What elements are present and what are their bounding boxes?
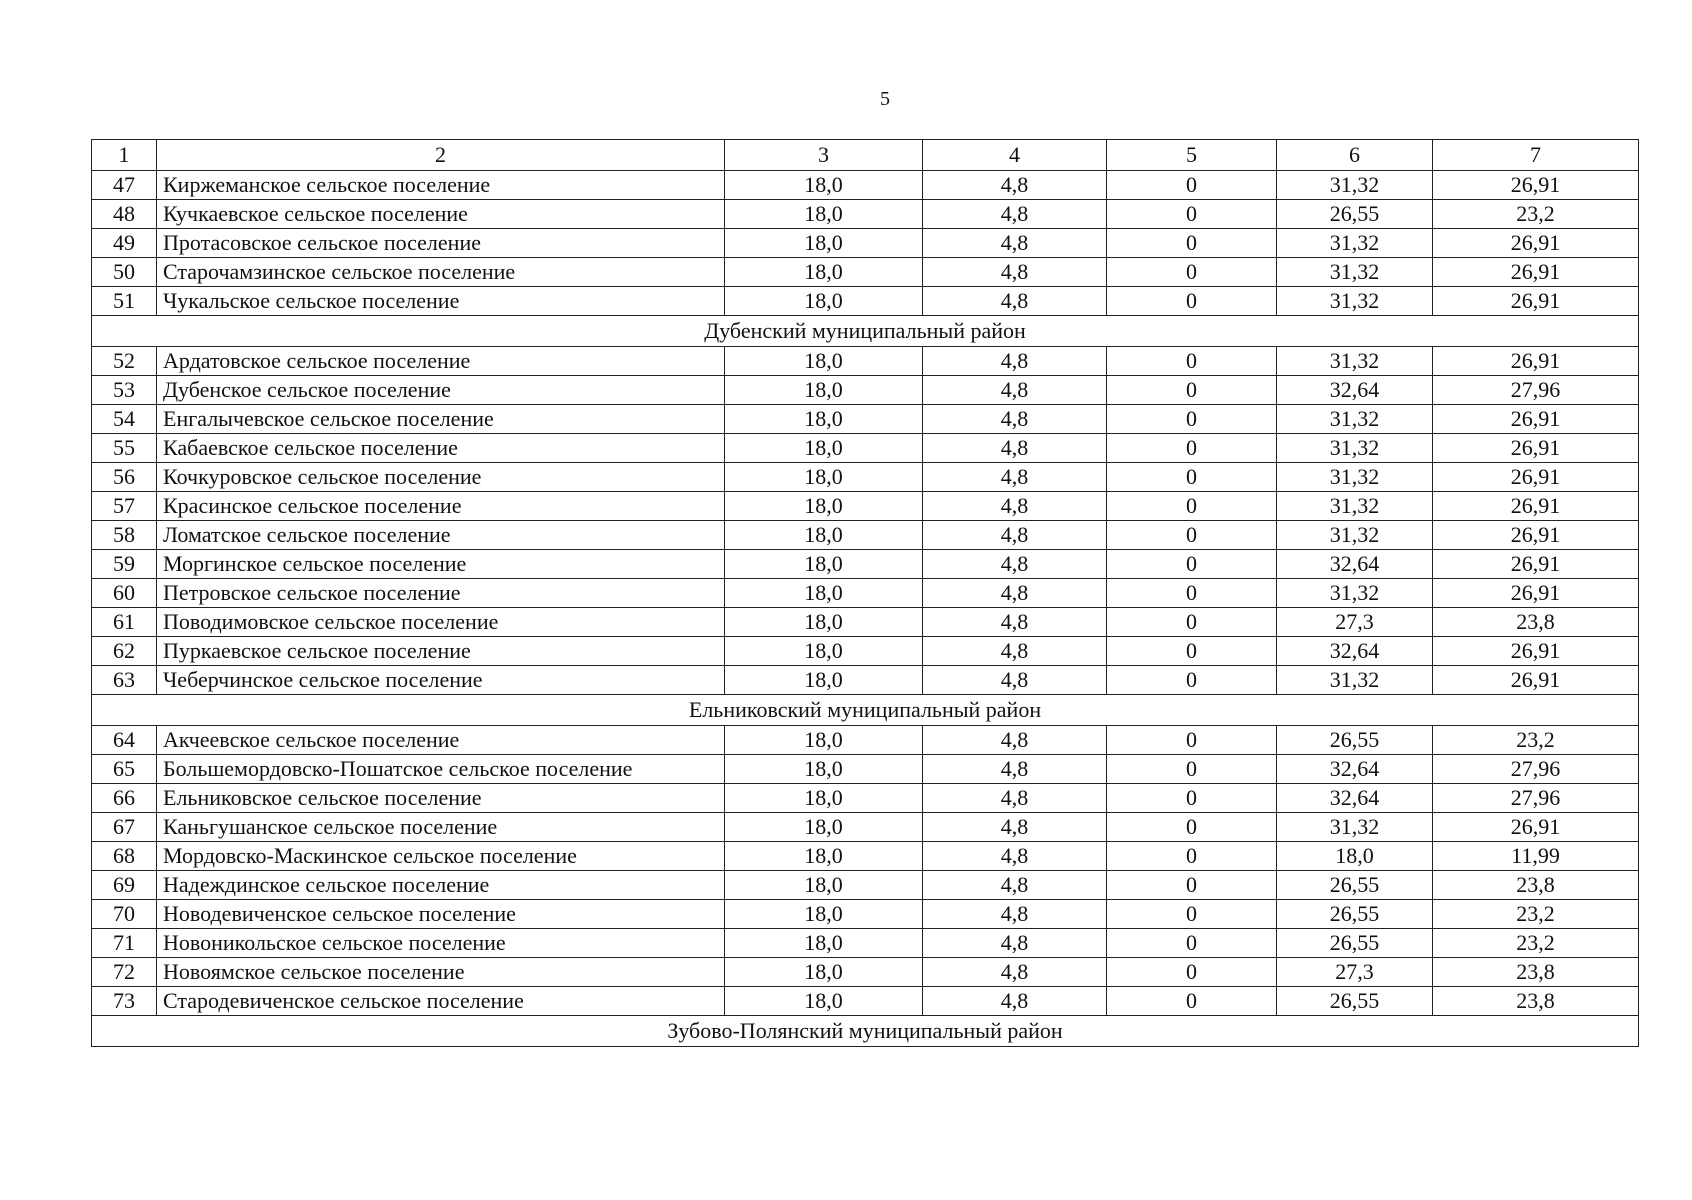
value-col-7: 26,91: [1433, 579, 1639, 608]
column-header: 3: [725, 140, 923, 171]
value-col-6: 31,32: [1277, 492, 1433, 521]
column-header: 4: [923, 140, 1107, 171]
table-row: [92, 492, 1639, 521]
table-row: [92, 666, 1639, 695]
settlement-name: Протасовское сельское поселение: [157, 229, 725, 258]
value-col-7: 11,99: [1433, 842, 1639, 871]
table-row: [92, 726, 1639, 755]
district-section-title: Дубенский муниципальный район: [92, 316, 1639, 347]
settlement-name: Большемордовско-Пошатское сельское поселение: [157, 755, 725, 784]
value-col-7: 23,8: [1433, 608, 1639, 637]
value-col-3: 18,0: [725, 200, 923, 229]
value-col-6: 31,32: [1277, 521, 1433, 550]
value-col-6: 32,64: [1277, 784, 1433, 813]
value-col-4: 4,8: [923, 287, 1107, 316]
value-col-5: 0: [1107, 784, 1277, 813]
value-col-3: 18,0: [725, 929, 923, 958]
table-row: [92, 871, 1639, 900]
settlements-table: [91, 139, 1639, 1047]
value-col-6: 31,32: [1277, 579, 1433, 608]
value-col-6: 26,55: [1277, 871, 1433, 900]
value-col-3: 18,0: [725, 842, 923, 871]
value-col-3: 18,0: [725, 463, 923, 492]
table-row: [92, 258, 1639, 287]
value-col-4: 4,8: [923, 900, 1107, 929]
row-number: 63: [92, 666, 157, 695]
district-section-row: [92, 695, 1639, 726]
value-col-6: 31,32: [1277, 405, 1433, 434]
value-col-7: 26,91: [1433, 171, 1639, 200]
table-row: [92, 376, 1639, 405]
value-col-7: 23,2: [1433, 929, 1639, 958]
value-col-5: 0: [1107, 492, 1277, 521]
table-row: [92, 755, 1639, 784]
value-col-5: 0: [1107, 726, 1277, 755]
row-number: 54: [92, 405, 157, 434]
value-col-4: 4,8: [923, 347, 1107, 376]
value-col-3: 18,0: [725, 900, 923, 929]
settlement-name: Дубенское сельское поселение: [157, 376, 725, 405]
settlement-name: Кабаевское сельское поселение: [157, 434, 725, 463]
value-col-4: 4,8: [923, 637, 1107, 666]
table-row: [92, 958, 1639, 987]
value-col-4: 4,8: [923, 463, 1107, 492]
value-col-6: 26,55: [1277, 987, 1433, 1016]
value-col-6: 27,3: [1277, 608, 1433, 637]
value-col-7: 23,8: [1433, 958, 1639, 987]
value-col-4: 4,8: [923, 434, 1107, 463]
row-number: 73: [92, 987, 157, 1016]
value-col-6: 31,32: [1277, 813, 1433, 842]
value-col-3: 18,0: [725, 376, 923, 405]
value-col-5: 0: [1107, 521, 1277, 550]
column-header: 5: [1107, 140, 1277, 171]
value-col-7: 26,91: [1433, 813, 1639, 842]
value-col-7: 23,2: [1433, 200, 1639, 229]
settlement-name: Ломатское сельское поселение: [157, 521, 725, 550]
row-number: 51: [92, 287, 157, 316]
value-col-3: 18,0: [725, 784, 923, 813]
value-col-3: 18,0: [725, 987, 923, 1016]
settlement-name: Каньгушанское сельское поселение: [157, 813, 725, 842]
table-row: [92, 550, 1639, 579]
table-row: [92, 637, 1639, 666]
value-col-5: 0: [1107, 958, 1277, 987]
value-col-3: 18,0: [725, 608, 923, 637]
value-col-5: 0: [1107, 258, 1277, 287]
value-col-4: 4,8: [923, 376, 1107, 405]
settlement-name: Мордовско-Маскинское сельское поселение: [157, 842, 725, 871]
value-col-4: 4,8: [923, 987, 1107, 1016]
value-col-4: 4,8: [923, 550, 1107, 579]
value-col-7: 23,8: [1433, 871, 1639, 900]
value-col-5: 0: [1107, 608, 1277, 637]
row-number: 67: [92, 813, 157, 842]
row-number: 48: [92, 200, 157, 229]
table-row: [92, 784, 1639, 813]
value-col-7: 26,91: [1433, 347, 1639, 376]
value-col-5: 0: [1107, 550, 1277, 579]
row-number: 49: [92, 229, 157, 258]
value-col-7: 27,96: [1433, 784, 1639, 813]
row-number: 66: [92, 784, 157, 813]
value-col-5: 0: [1107, 842, 1277, 871]
value-col-4: 4,8: [923, 521, 1107, 550]
value-col-3: 18,0: [725, 579, 923, 608]
value-col-7: 26,91: [1433, 463, 1639, 492]
value-col-3: 18,0: [725, 229, 923, 258]
value-col-6: 26,55: [1277, 900, 1433, 929]
settlement-name: Новодевиченское сельское поселение: [157, 900, 725, 929]
value-col-5: 0: [1107, 637, 1277, 666]
column-header: 6: [1277, 140, 1433, 171]
value-col-7: 23,2: [1433, 726, 1639, 755]
column-header: 7: [1433, 140, 1639, 171]
value-col-6: 27,3: [1277, 958, 1433, 987]
row-number: 52: [92, 347, 157, 376]
table-row: [92, 900, 1639, 929]
value-col-6: 31,32: [1277, 171, 1433, 200]
row-number: 64: [92, 726, 157, 755]
settlement-name: Акчеевское сельское поселение: [157, 726, 725, 755]
row-number: 72: [92, 958, 157, 987]
settlement-name: Новоникольское сельское поселение: [157, 929, 725, 958]
value-col-3: 18,0: [725, 755, 923, 784]
settlement-name: Енгалычевское сельское поселение: [157, 405, 725, 434]
value-col-4: 4,8: [923, 958, 1107, 987]
value-col-7: 27,96: [1433, 755, 1639, 784]
settlement-name: Чеберчинское сельское поселение: [157, 666, 725, 695]
value-col-5: 0: [1107, 376, 1277, 405]
value-col-6: 31,32: [1277, 229, 1433, 258]
value-col-5: 0: [1107, 900, 1277, 929]
value-col-6: 31,32: [1277, 287, 1433, 316]
value-col-4: 4,8: [923, 258, 1107, 287]
value-col-4: 4,8: [923, 871, 1107, 900]
row-number: 50: [92, 258, 157, 287]
settlement-name: Кочкуровское сельское поселение: [157, 463, 725, 492]
table-row: [92, 579, 1639, 608]
value-col-6: 31,32: [1277, 258, 1433, 287]
district-section-row: [92, 1016, 1639, 1047]
row-number: 58: [92, 521, 157, 550]
table-row: [92, 608, 1639, 637]
value-col-4: 4,8: [923, 171, 1107, 200]
value-col-5: 0: [1107, 813, 1277, 842]
value-col-3: 18,0: [725, 813, 923, 842]
value-col-4: 4,8: [923, 784, 1107, 813]
value-col-6: 32,64: [1277, 637, 1433, 666]
value-col-4: 4,8: [923, 579, 1107, 608]
settlement-name: Пуркаевское сельское поселение: [157, 637, 725, 666]
row-number: 57: [92, 492, 157, 521]
value-col-6: 18,0: [1277, 842, 1433, 871]
column-header: 1: [92, 140, 157, 171]
settlement-name: Красинское сельское поселение: [157, 492, 725, 521]
row-number: 68: [92, 842, 157, 871]
value-col-5: 0: [1107, 171, 1277, 200]
value-col-5: 0: [1107, 871, 1277, 900]
value-col-4: 4,8: [923, 405, 1107, 434]
value-col-5: 0: [1107, 287, 1277, 316]
row-number: 47: [92, 171, 157, 200]
row-number: 70: [92, 900, 157, 929]
value-col-3: 18,0: [725, 666, 923, 695]
value-col-5: 0: [1107, 463, 1277, 492]
row-number: 53: [92, 376, 157, 405]
value-col-5: 0: [1107, 347, 1277, 376]
table-row: [92, 929, 1639, 958]
table-row: [92, 405, 1639, 434]
value-col-3: 18,0: [725, 637, 923, 666]
table-row: [92, 171, 1639, 200]
value-col-3: 18,0: [725, 405, 923, 434]
table-row: [92, 987, 1639, 1016]
value-col-3: 18,0: [725, 521, 923, 550]
district-section-title: Ельниковский муниципальный район: [92, 695, 1639, 726]
value-col-4: 4,8: [923, 229, 1107, 258]
value-col-7: 26,91: [1433, 405, 1639, 434]
settlement-name: Кучкаевское сельское поселение: [157, 200, 725, 229]
row-number: 69: [92, 871, 157, 900]
value-col-7: 26,91: [1433, 434, 1639, 463]
table-row: [92, 200, 1639, 229]
value-col-5: 0: [1107, 929, 1277, 958]
district-section-title: Зубово-Полянский муниципальный район: [92, 1016, 1639, 1047]
row-number: 61: [92, 608, 157, 637]
page-number: 5: [880, 88, 890, 110]
value-col-7: 27,96: [1433, 376, 1639, 405]
row-number: 56: [92, 463, 157, 492]
settlement-name: Ардатовское сельское поселение: [157, 347, 725, 376]
value-col-4: 4,8: [923, 813, 1107, 842]
value-col-3: 18,0: [725, 726, 923, 755]
table-row: [92, 347, 1639, 376]
row-number: 60: [92, 579, 157, 608]
value-col-4: 4,8: [923, 666, 1107, 695]
table-row: [92, 434, 1639, 463]
value-col-4: 4,8: [923, 726, 1107, 755]
value-col-7: 26,91: [1433, 637, 1639, 666]
value-col-5: 0: [1107, 200, 1277, 229]
value-col-7: 23,8: [1433, 987, 1639, 1016]
district-section-row: [92, 316, 1639, 347]
value-col-7: 26,91: [1433, 258, 1639, 287]
value-col-5: 0: [1107, 434, 1277, 463]
value-col-5: 0: [1107, 579, 1277, 608]
value-col-3: 18,0: [725, 958, 923, 987]
table-row: [92, 813, 1639, 842]
settlement-name: Старочамзинское сельское поселение: [157, 258, 725, 287]
value-col-7: 26,91: [1433, 287, 1639, 316]
table-row: [92, 287, 1639, 316]
value-col-4: 4,8: [923, 492, 1107, 521]
value-col-5: 0: [1107, 229, 1277, 258]
table-row: [92, 842, 1639, 871]
row-number: 62: [92, 637, 157, 666]
value-col-4: 4,8: [923, 200, 1107, 229]
settlement-name: Стародевиченское сельское поселение: [157, 987, 725, 1016]
settlement-name: Поводимовское сельское поселение: [157, 608, 725, 637]
settlement-name: Надеждинское сельское поселение: [157, 871, 725, 900]
table-row: [92, 463, 1639, 492]
value-col-7: 26,91: [1433, 550, 1639, 579]
settlement-name: Киржеманское сельское поселение: [157, 171, 725, 200]
value-col-6: 32,64: [1277, 550, 1433, 579]
value-col-5: 0: [1107, 755, 1277, 784]
row-number: 71: [92, 929, 157, 958]
table-body: [92, 140, 1639, 1047]
value-col-6: 32,64: [1277, 755, 1433, 784]
value-col-5: 0: [1107, 405, 1277, 434]
value-col-3: 18,0: [725, 258, 923, 287]
row-number: 65: [92, 755, 157, 784]
value-col-7: 26,91: [1433, 666, 1639, 695]
value-col-7: 26,91: [1433, 492, 1639, 521]
value-col-4: 4,8: [923, 842, 1107, 871]
settlement-name: Ельниковское сельское поселение: [157, 784, 725, 813]
value-col-3: 18,0: [725, 550, 923, 579]
column-header: 2: [157, 140, 725, 171]
value-col-4: 4,8: [923, 608, 1107, 637]
value-col-6: 31,32: [1277, 434, 1433, 463]
value-col-4: 4,8: [923, 755, 1107, 784]
table-row: [92, 229, 1639, 258]
value-col-6: 31,32: [1277, 463, 1433, 492]
value-col-4: 4,8: [923, 929, 1107, 958]
value-col-7: 26,91: [1433, 521, 1639, 550]
value-col-6: 26,55: [1277, 726, 1433, 755]
value-col-3: 18,0: [725, 287, 923, 316]
value-col-6: 31,32: [1277, 666, 1433, 695]
table-row: [92, 521, 1639, 550]
value-col-5: 0: [1107, 987, 1277, 1016]
value-col-3: 18,0: [725, 871, 923, 900]
settlement-name: Новоямское сельское поселение: [157, 958, 725, 987]
value-col-6: 26,55: [1277, 929, 1433, 958]
value-col-3: 18,0: [725, 171, 923, 200]
column-header-row: [92, 140, 1639, 171]
value-col-6: 26,55: [1277, 200, 1433, 229]
value-col-6: 31,32: [1277, 347, 1433, 376]
value-col-6: 32,64: [1277, 376, 1433, 405]
row-number: 59: [92, 550, 157, 579]
value-col-7: 26,91: [1433, 229, 1639, 258]
value-col-3: 18,0: [725, 492, 923, 521]
value-col-3: 18,0: [725, 434, 923, 463]
settlement-name: Моргинское сельское поселение: [157, 550, 725, 579]
row-number: 55: [92, 434, 157, 463]
settlement-name: Чукальское сельское поселение: [157, 287, 725, 316]
settlement-name: Петровское сельское поселение: [157, 579, 725, 608]
value-col-3: 18,0: [725, 347, 923, 376]
value-col-7: 23,2: [1433, 900, 1639, 929]
value-col-5: 0: [1107, 666, 1277, 695]
